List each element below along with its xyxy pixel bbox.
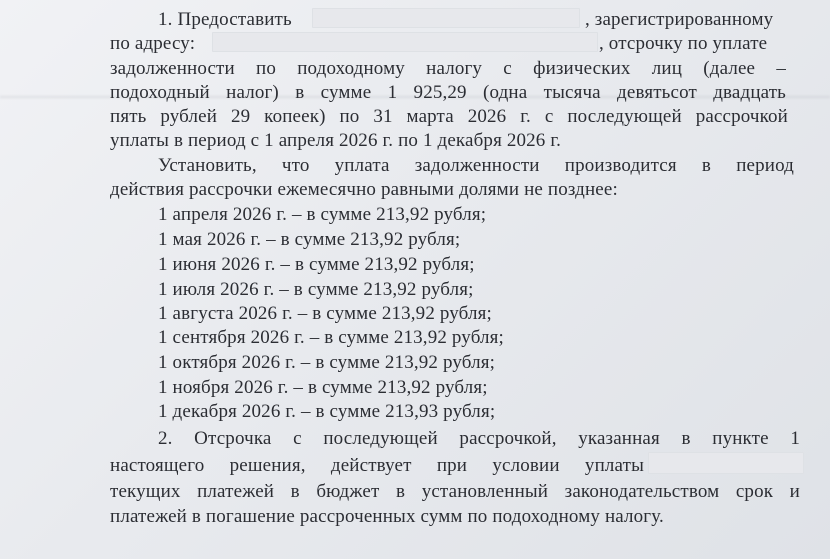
clause2-line4: платежей в погашение рассроченных сумм по подоходному налогу. <box>110 506 664 527</box>
clause1-line3: задолженности по подоходному налогу с физических лиц (далее – <box>110 58 786 79</box>
redacted-address <box>212 32 598 52</box>
clause2-line3: текущих платежей в бюджет в установленный законодательством срок и <box>110 481 800 502</box>
schedule-item: 1 августа 2026 г. – в сумме 213,92 рубля; <box>158 303 492 324</box>
schedule-item: 1 ноября 2026 г. – в сумме 213,92 рубля; <box>158 377 488 398</box>
schedule-item: 1 сентября 2026 г. – в сумме 213,92 рубля; <box>158 327 504 348</box>
clause1-line1-end: , зарегистрированному <box>585 9 774 30</box>
clause1-line2-end: , отсрочку по уплате <box>599 33 768 54</box>
clause1-line6: уплаты в период с 1 апреля 2026 г. по 1 декабря 2026 г. <box>110 130 562 151</box>
schedule-item: 1 апреля 2026 г. – в сумме 213,92 рубля; <box>158 204 487 225</box>
schedule-item: 1 мая 2026 г. – в сумме 213,92 рубля; <box>158 229 461 250</box>
schedule-item: 1 июня 2026 г. – в сумме 213,92 рубля; <box>158 254 475 275</box>
clause1-line1-start: 1. Предоставить <box>158 9 292 30</box>
redacted-name <box>312 8 580 28</box>
schedule-item: 1 июля 2026 г. – в сумме 213,92 рубля; <box>158 279 474 300</box>
clause1-line4: подоходный налог) в сумме 1 925,29 (одна тысяча девятьсот двадцать <box>110 82 786 103</box>
installment-intro-line2: действия рассрочки ежемесячно равными долями не позднее: <box>110 179 618 200</box>
clause1-line5: пять рублей 29 копеек) по 31 марта 2026 г. с последующей рассрочкой <box>110 106 788 127</box>
installment-intro-line1: Установить, что уплата задолженности производится в период <box>158 155 794 176</box>
clause1-line2-start: по адресу: <box>110 33 196 54</box>
schedule-item: 1 декабря 2026 г. – в сумме 213,93 рубля; <box>158 401 496 422</box>
redacted-payer <box>648 452 804 474</box>
clause2-line2-start: настоящего решения, действует при условии уплаты <box>110 455 644 476</box>
clause2-line1: 2. Отсрочка с последующей рассрочкой, указанная в пункте 1 <box>158 428 800 449</box>
schedule-item: 1 октября 2026 г. – в сумме 213,92 рубля; <box>158 352 496 373</box>
